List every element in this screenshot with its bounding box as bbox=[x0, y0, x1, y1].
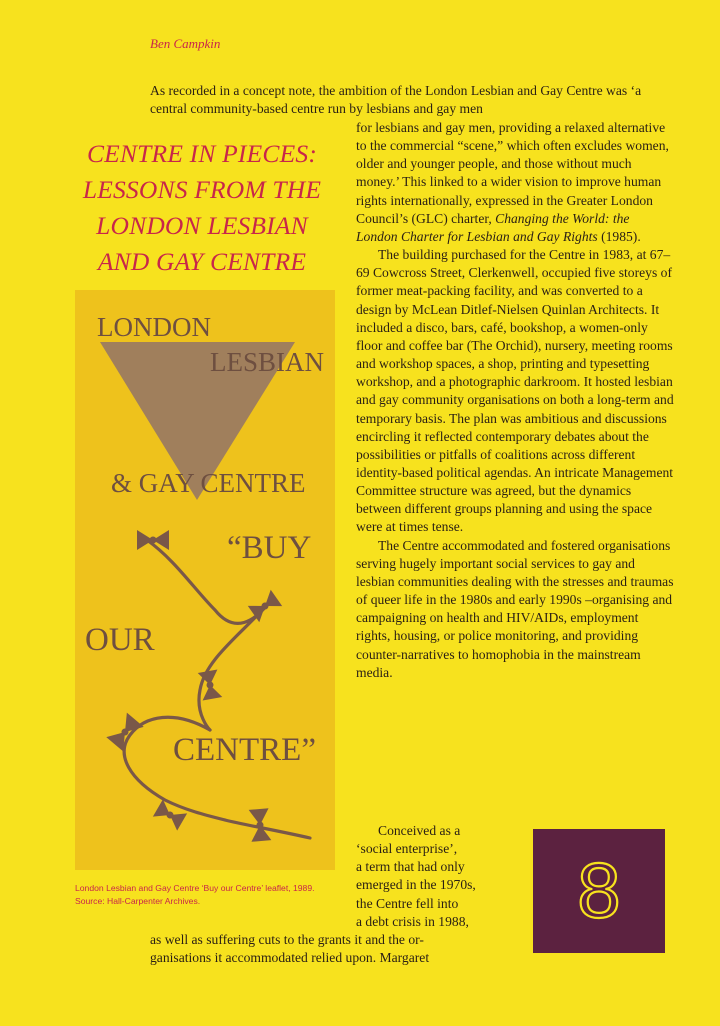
poster-gay-centre: & GAY CENTRE bbox=[111, 468, 306, 498]
body-paragraph-4-continued bbox=[150, 931, 510, 967]
body-paragraph-1 bbox=[356, 119, 674, 246]
page-number-graphic bbox=[533, 829, 665, 953]
title-line: CENTRE IN PIECES: bbox=[86, 139, 318, 168]
charter-year: (1985). bbox=[601, 228, 641, 244]
poster-london: LONDON bbox=[97, 312, 211, 342]
text-line: emerged in the 1970s, bbox=[356, 877, 476, 893]
bow-icon bbox=[137, 530, 169, 550]
body-column bbox=[356, 119, 674, 682]
title-line: AND GAY CENTRE bbox=[97, 247, 307, 276]
author-name: Ben Campkin bbox=[150, 36, 221, 51]
text-line: a term that had only bbox=[356, 859, 465, 875]
text-line: Conceived as a bbox=[378, 823, 461, 838]
body-paragraph-3: The Centre accommodated and fostered organisations serving hugely important social services to gay and lesbian communities dealing with the stresses and traumas of queer life in the 1980s and early 1990s –organising and campaigning on health and HIV/AIDs, employment rights, housing, or police monitoring, and providing counter-narratives to homophobia in the mainstream media. bbox=[356, 537, 674, 680]
page-number: 8 bbox=[577, 846, 621, 934]
page-number-box bbox=[533, 829, 665, 953]
text-line: as well as suffering cuts to the grants it and the or- bbox=[150, 932, 424, 947]
text-line: ‘social enterprise’, bbox=[356, 841, 458, 857]
buy-our-centre-leaflet bbox=[75, 290, 335, 870]
figure-caption: London Lesbian and Gay Centre ‘Buy our Centre’ leaflet, 1989. Source: Hall-Carpenter Archives. bbox=[75, 883, 315, 906]
text-line: the Centre fell into bbox=[356, 895, 459, 911]
intro-paragraph: As recorded in a concept note, the ambition of the London Lesbian and Gay Centre was ‘a central community-based centre run by lesbians and gay men bbox=[150, 83, 642, 117]
paragraph-1-text: for lesbians and gay men, providing a relaxed alternative to the commercial “scene,” which often excludes women, older and younger people, and those without much money.’ This linked to a wider vision to improve human rights internationally, expressed in the Greater London Council’s (GLC) charter, bbox=[356, 120, 669, 226]
poster-buy: “BUY bbox=[227, 530, 312, 566]
poster-our: OUR bbox=[85, 622, 155, 658]
article-title bbox=[64, 136, 340, 280]
poster-centre: CENTRE” bbox=[173, 732, 316, 768]
title-line: LONDON LESBIAN bbox=[96, 211, 308, 240]
poster-lesbian: LESBIAN bbox=[210, 347, 324, 377]
charter-title: Changing the World: the London Charter for Lesbian and Gay Rights bbox=[356, 210, 630, 244]
body-paragraph-2: The building purchased for the Centre in 1983, at 67–69 Cowcross Street, Clerkenwell, occupied five storeys of former meat-packing facility, and was converted to a design by McLean Ditlef-Nielsen Quinlan Architects. It included a disco, bars, café, bookshop, a women-only floor and coffee bar (The Orchid), nursery, meeting rooms and workshop spaces, a shop, printing and typesetting workshop, and a photographic darkroom. It hosted lesbian and gay community organisations on both a long-term and temporary basis. The plan was ambitious and discussions encircling it reflected contemporary debates about the possibilities or pitfalls of coalitions across different identity-based political agendas. An intricate Management Committee structure was agreed, but the dynamics between different groups planning and using the space were at times tense. bbox=[356, 247, 674, 535]
body-paragraph-4 bbox=[356, 822, 526, 931]
text-line: ganisations it accommodated relied upon. Margaret bbox=[150, 950, 430, 966]
title-line: LESSONS FROM THE bbox=[82, 175, 322, 204]
text-line: a debt crisis in 1988, bbox=[356, 913, 469, 929]
